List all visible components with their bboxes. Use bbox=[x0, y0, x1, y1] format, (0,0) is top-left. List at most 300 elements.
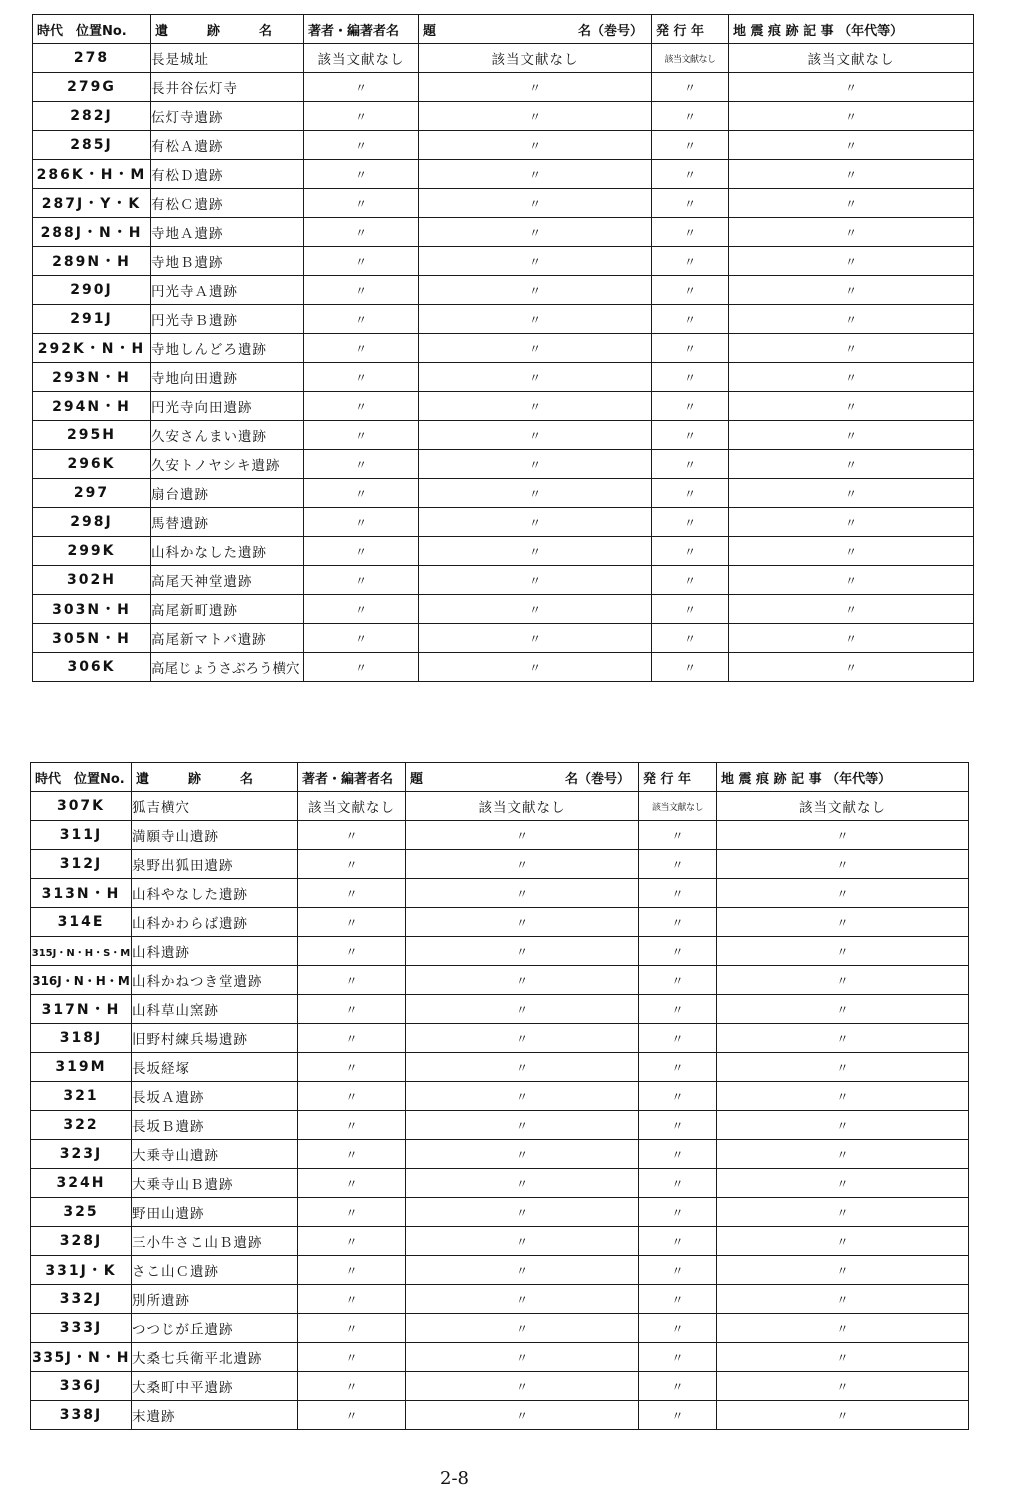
year-cell: 〃 bbox=[639, 966, 717, 995]
header-site-name: 遺 跡 名 bbox=[151, 15, 304, 44]
site-number-cell: 285J bbox=[33, 131, 151, 160]
site-number-cell: 314E bbox=[31, 908, 132, 937]
site-number-cell: 289N・H bbox=[33, 247, 151, 276]
header-author: 著者・編著者名 bbox=[304, 15, 419, 44]
earthquake-record-cell: 〃 bbox=[717, 850, 969, 879]
header-year: 発 行 年 bbox=[639, 763, 717, 792]
year-cell: 〃 bbox=[652, 131, 729, 160]
earthquake-record-cell: 〃 bbox=[717, 966, 969, 995]
earthquake-record-cell: 〃 bbox=[729, 566, 974, 595]
table-row bbox=[31, 1082, 969, 1111]
table-row bbox=[33, 537, 974, 566]
year-cell: 〃 bbox=[652, 595, 729, 624]
table-row bbox=[33, 450, 974, 479]
year-cell: 〃 bbox=[652, 624, 729, 653]
table-row bbox=[31, 1111, 969, 1140]
table-row bbox=[31, 1401, 969, 1430]
author-cell: 〃 bbox=[298, 1343, 406, 1372]
author-cell: 〃 bbox=[298, 1140, 406, 1169]
title-cell: 〃 bbox=[419, 392, 652, 421]
site-number-cell: 288J・N・H bbox=[33, 218, 151, 247]
title-cell: 〃 bbox=[406, 1053, 639, 1082]
table-row bbox=[33, 44, 974, 73]
earthquake-record-cell: 〃 bbox=[729, 131, 974, 160]
title-cell: 〃 bbox=[406, 966, 639, 995]
earthquake-record-cell: 〃 bbox=[729, 305, 974, 334]
earthquake-record-cell: 〃 bbox=[729, 334, 974, 363]
earthquake-record-cell: 〃 bbox=[729, 450, 974, 479]
earthquake-record-cell: 〃 bbox=[729, 189, 974, 218]
author-cell: 〃 bbox=[298, 1314, 406, 1343]
site-name-cell: 長坂Ｂ遺跡 bbox=[132, 1111, 298, 1140]
year-cell: 〃 bbox=[652, 73, 729, 102]
author-cell: 〃 bbox=[304, 102, 419, 131]
site-number-cell: 303N・H bbox=[33, 595, 151, 624]
site-name-cell: 大乗寺山遺跡 bbox=[132, 1140, 298, 1169]
earthquake-record-cell: 〃 bbox=[717, 1140, 969, 1169]
site-name-cell: 馬替遺跡 bbox=[151, 508, 304, 537]
earthquake-record-cell: 〃 bbox=[729, 479, 974, 508]
author-cell: 〃 bbox=[298, 908, 406, 937]
site-number-cell: 332J bbox=[31, 1285, 132, 1314]
site-name-cell: 円光寺Ｂ遺跡 bbox=[151, 305, 304, 334]
year-cell: 〃 bbox=[639, 937, 717, 966]
site-number-cell: 319M bbox=[31, 1053, 132, 1082]
site-name-cell: 有松Ｄ遺跡 bbox=[151, 160, 304, 189]
earthquake-record-cell: 〃 bbox=[729, 537, 974, 566]
title-cell: 〃 bbox=[419, 160, 652, 189]
author-cell: 〃 bbox=[304, 73, 419, 102]
page-number: 2-8 bbox=[440, 1468, 469, 1489]
site-number-cell: 290J bbox=[33, 276, 151, 305]
year-cell: 〃 bbox=[639, 908, 717, 937]
table-row bbox=[33, 421, 974, 450]
table-row bbox=[33, 102, 974, 131]
title-cell: 〃 bbox=[406, 995, 639, 1024]
title-cell: 〃 bbox=[419, 566, 652, 595]
site-number-cell: 315J・N・H・S・M bbox=[31, 937, 132, 966]
year-cell: 〃 bbox=[652, 276, 729, 305]
author-cell: 〃 bbox=[298, 1401, 406, 1430]
table-row bbox=[33, 653, 974, 682]
year-cell: 該当文献なし bbox=[652, 44, 729, 73]
author-cell: 〃 bbox=[304, 624, 419, 653]
author-cell: 〃 bbox=[304, 363, 419, 392]
title-cell: 〃 bbox=[419, 537, 652, 566]
site-number-cell: 297 bbox=[33, 479, 151, 508]
table-row bbox=[31, 908, 969, 937]
earthquake-record-cell: 〃 bbox=[717, 821, 969, 850]
author-cell: 〃 bbox=[304, 247, 419, 276]
table-row bbox=[33, 624, 974, 653]
header-era-position: 時代 位置No. bbox=[33, 15, 151, 44]
table-row bbox=[31, 821, 969, 850]
site-number-cell: 333J bbox=[31, 1314, 132, 1343]
site-name-cell: 有松Ａ遺跡 bbox=[151, 131, 304, 160]
site-name-cell: 大桑七兵衛平北遺跡 bbox=[132, 1343, 298, 1372]
title-cell: 〃 bbox=[419, 479, 652, 508]
site-number-cell: 317N・H bbox=[31, 995, 132, 1024]
site-number-cell: 312J bbox=[31, 850, 132, 879]
site-number-cell: 306K bbox=[33, 653, 151, 682]
site-number-cell: 316J・N・H・M bbox=[31, 966, 132, 995]
title-cell: 〃 bbox=[419, 218, 652, 247]
site-name-cell: 山科かわらば遺跡 bbox=[132, 908, 298, 937]
table-row bbox=[31, 937, 969, 966]
site-number-cell: 287J・Y・K bbox=[33, 189, 151, 218]
earthquake-record-cell: 〃 bbox=[717, 1285, 969, 1314]
table-row bbox=[31, 1140, 969, 1169]
year-cell: 〃 bbox=[652, 566, 729, 595]
year-cell: 〃 bbox=[639, 1053, 717, 1082]
title-cell: 〃 bbox=[406, 1198, 639, 1227]
table-header-row bbox=[31, 763, 969, 792]
table-row bbox=[33, 595, 974, 624]
site-number-cell: 324H bbox=[31, 1169, 132, 1198]
title-cell: 〃 bbox=[406, 1227, 639, 1256]
year-cell: 〃 bbox=[652, 218, 729, 247]
header-title bbox=[406, 763, 639, 792]
table-row bbox=[31, 1343, 969, 1372]
site-name-cell: 久安さんまい遺跡 bbox=[151, 421, 304, 450]
title-cell: 〃 bbox=[419, 73, 652, 102]
title-cell: 〃 bbox=[419, 189, 652, 218]
author-cell: 〃 bbox=[298, 1372, 406, 1401]
year-cell: 〃 bbox=[652, 305, 729, 334]
earthquake-record-cell: 〃 bbox=[717, 1372, 969, 1401]
author-cell: 〃 bbox=[304, 276, 419, 305]
year-cell: 〃 bbox=[639, 1169, 717, 1198]
title-cell: 〃 bbox=[419, 450, 652, 479]
title-cell: 〃 bbox=[419, 421, 652, 450]
earthquake-record-cell: 〃 bbox=[729, 247, 974, 276]
site-number-cell: 292K・N・H bbox=[33, 334, 151, 363]
author-cell: 〃 bbox=[298, 1024, 406, 1053]
title-cell: 〃 bbox=[406, 1111, 639, 1140]
site-name-cell: 高尾じょうさぶろう横穴 bbox=[151, 653, 304, 682]
table-row bbox=[33, 334, 974, 363]
table-row bbox=[31, 792, 969, 821]
table-row bbox=[31, 966, 969, 995]
earthquake-record-cell: 〃 bbox=[729, 160, 974, 189]
site-number-cell: 325 bbox=[31, 1198, 132, 1227]
author-cell: 〃 bbox=[304, 508, 419, 537]
year-cell: 〃 bbox=[652, 189, 729, 218]
title-cell: 〃 bbox=[406, 850, 639, 879]
earthquake-record-cell: 〃 bbox=[717, 1256, 969, 1285]
title-cell: 〃 bbox=[406, 879, 639, 908]
site-number-cell: 323J bbox=[31, 1140, 132, 1169]
table-row bbox=[31, 1169, 969, 1198]
year-cell: 〃 bbox=[652, 160, 729, 189]
table-row bbox=[33, 566, 974, 595]
earthquake-record-cell: 〃 bbox=[729, 624, 974, 653]
year-cell: 〃 bbox=[639, 821, 717, 850]
site-name-cell: 長坂Ａ遺跡 bbox=[132, 1082, 298, 1111]
title-cell: 〃 bbox=[419, 653, 652, 682]
title-cell: 〃 bbox=[419, 363, 652, 392]
site-number-cell: 291J bbox=[33, 305, 151, 334]
site-name-cell: 末遺跡 bbox=[132, 1401, 298, 1430]
site-name-cell: 三小牛さこ山Ｂ遺跡 bbox=[132, 1227, 298, 1256]
site-name-cell: 満願寺山遺跡 bbox=[132, 821, 298, 850]
site-name-cell: 山科遺跡 bbox=[132, 937, 298, 966]
year-cell: 〃 bbox=[652, 653, 729, 682]
year-cell: 〃 bbox=[639, 879, 717, 908]
author-cell: 〃 bbox=[304, 305, 419, 334]
site-name-cell: 扇台遺跡 bbox=[151, 479, 304, 508]
title-cell: 〃 bbox=[419, 305, 652, 334]
author-cell: 〃 bbox=[304, 218, 419, 247]
table-row bbox=[31, 850, 969, 879]
site-name-cell: 野田山遺跡 bbox=[132, 1198, 298, 1227]
table-row bbox=[33, 160, 974, 189]
site-name-cell: 高尾新町遺跡 bbox=[151, 595, 304, 624]
author-cell: 〃 bbox=[298, 879, 406, 908]
site-name-cell: 高尾新マトバ遺跡 bbox=[151, 624, 304, 653]
earthquake-record-cell: 〃 bbox=[717, 1024, 969, 1053]
site-number-cell: 318J bbox=[31, 1024, 132, 1053]
author-cell: 〃 bbox=[304, 595, 419, 624]
earthquake-record-cell: 〃 bbox=[717, 1169, 969, 1198]
site-name-cell: 有松Ｃ遺跡 bbox=[151, 189, 304, 218]
site-name-cell: 寺地向田遺跡 bbox=[151, 363, 304, 392]
year-cell: 〃 bbox=[639, 1024, 717, 1053]
site-number-cell: 278 bbox=[33, 44, 151, 73]
author-cell: 〃 bbox=[298, 995, 406, 1024]
site-number-cell: 322 bbox=[31, 1111, 132, 1140]
header-title-left: 題 bbox=[423, 23, 437, 39]
title-cell: 〃 bbox=[419, 102, 652, 131]
table-row bbox=[33, 247, 974, 276]
year-cell: 〃 bbox=[639, 1256, 717, 1285]
site-name-cell: 山科かねつき堂遺跡 bbox=[132, 966, 298, 995]
earthquake-record-cell: 〃 bbox=[717, 1401, 969, 1430]
year-cell: 〃 bbox=[639, 995, 717, 1024]
earthquake-record-cell: 〃 bbox=[729, 363, 974, 392]
title-cell: 該当文献なし bbox=[406, 792, 639, 821]
site-number-cell: 335J・N・H bbox=[31, 1343, 132, 1372]
table-row bbox=[31, 1372, 969, 1401]
site-name-cell: 寺地Ｂ遺跡 bbox=[151, 247, 304, 276]
earthquake-record-cell: 〃 bbox=[717, 1198, 969, 1227]
earthquake-record-cell: 該当文献なし bbox=[717, 792, 969, 821]
author-cell: 〃 bbox=[298, 1082, 406, 1111]
author-cell: 〃 bbox=[298, 850, 406, 879]
title-cell: 〃 bbox=[419, 276, 652, 305]
site-name-cell: 寺地Ａ遺跡 bbox=[151, 218, 304, 247]
table-row bbox=[33, 392, 974, 421]
earthquake-record-cell: 〃 bbox=[717, 995, 969, 1024]
site-name-cell: つつじが丘遺跡 bbox=[132, 1314, 298, 1343]
header-title-left: 題 bbox=[410, 771, 424, 787]
title-cell: 〃 bbox=[419, 131, 652, 160]
earthquake-record-cell: 〃 bbox=[717, 1111, 969, 1140]
table-row bbox=[31, 1053, 969, 1082]
year-cell: 〃 bbox=[639, 1343, 717, 1372]
author-cell: 該当文献なし bbox=[304, 44, 419, 73]
title-cell: 〃 bbox=[406, 1024, 639, 1053]
table-row bbox=[31, 879, 969, 908]
author-cell: 〃 bbox=[298, 1111, 406, 1140]
header-era-position: 時代 位置No. bbox=[31, 763, 132, 792]
author-cell: 該当文献なし bbox=[298, 792, 406, 821]
title-cell: 〃 bbox=[406, 1343, 639, 1372]
site-name-cell: 長是城址 bbox=[151, 44, 304, 73]
earthquake-record-cell: 〃 bbox=[717, 908, 969, 937]
site-name-cell: 久安トノヤシキ遺跡 bbox=[151, 450, 304, 479]
site-name-cell: 別所遺跡 bbox=[132, 1285, 298, 1314]
table-row bbox=[31, 1024, 969, 1053]
table-row bbox=[33, 276, 974, 305]
table-row bbox=[31, 1198, 969, 1227]
earthquake-record-cell: 〃 bbox=[717, 937, 969, 966]
site-name-cell: 山科かなした遺跡 bbox=[151, 537, 304, 566]
site-number-cell: 338J bbox=[31, 1401, 132, 1430]
header-title-right: 名（巻号） bbox=[577, 23, 643, 39]
author-cell: 〃 bbox=[304, 450, 419, 479]
header-title bbox=[419, 15, 652, 44]
author-cell: 〃 bbox=[304, 334, 419, 363]
author-cell: 〃 bbox=[298, 1285, 406, 1314]
site-number-cell: 296K bbox=[33, 450, 151, 479]
year-cell: 〃 bbox=[639, 1401, 717, 1430]
author-cell: 〃 bbox=[304, 537, 419, 566]
table-row bbox=[31, 995, 969, 1024]
site-table-2 bbox=[30, 762, 969, 1430]
year-cell: 〃 bbox=[652, 450, 729, 479]
title-cell: 〃 bbox=[406, 1285, 639, 1314]
year-cell: 〃 bbox=[639, 1227, 717, 1256]
author-cell: 〃 bbox=[298, 1256, 406, 1285]
title-cell: 〃 bbox=[406, 1256, 639, 1285]
table-row bbox=[31, 1256, 969, 1285]
site-name-cell: 伝灯寺遺跡 bbox=[151, 102, 304, 131]
earthquake-record-cell: 〃 bbox=[729, 392, 974, 421]
author-cell: 〃 bbox=[298, 821, 406, 850]
site-name-cell: 狐吉横穴 bbox=[132, 792, 298, 821]
site-name-cell: 旧野村練兵場遺跡 bbox=[132, 1024, 298, 1053]
earthquake-record-cell: 〃 bbox=[729, 595, 974, 624]
author-cell: 〃 bbox=[304, 160, 419, 189]
table-row bbox=[31, 1314, 969, 1343]
site-table-1 bbox=[32, 14, 974, 682]
site-number-cell: 331J・K bbox=[31, 1256, 132, 1285]
year-cell: 〃 bbox=[652, 392, 729, 421]
header-author: 著者・編著者名 bbox=[298, 763, 406, 792]
earthquake-record-cell: 〃 bbox=[729, 73, 974, 102]
title-cell: 〃 bbox=[406, 908, 639, 937]
site-name-cell: 円光寺向田遺跡 bbox=[151, 392, 304, 421]
earthquake-record-cell: 〃 bbox=[729, 276, 974, 305]
title-cell: 〃 bbox=[406, 821, 639, 850]
site-name-cell: 泉野出狐田遺跡 bbox=[132, 850, 298, 879]
site-number-cell: 302H bbox=[33, 566, 151, 595]
site-name-cell: 寺地しんどろ遺跡 bbox=[151, 334, 304, 363]
year-cell: 〃 bbox=[652, 537, 729, 566]
year-cell: 〃 bbox=[652, 334, 729, 363]
author-cell: 〃 bbox=[298, 1169, 406, 1198]
year-cell: 〃 bbox=[652, 421, 729, 450]
header-earthquake-record: 地 震 痕 跡 記 事 （年代等） bbox=[717, 763, 969, 792]
year-cell: 〃 bbox=[639, 1314, 717, 1343]
year-cell: 〃 bbox=[639, 1285, 717, 1314]
author-cell: 〃 bbox=[298, 966, 406, 995]
author-cell: 〃 bbox=[298, 1227, 406, 1256]
year-cell: 〃 bbox=[652, 508, 729, 537]
title-cell: 〃 bbox=[406, 1140, 639, 1169]
year-cell: 〃 bbox=[639, 1372, 717, 1401]
title-cell: 〃 bbox=[406, 937, 639, 966]
site-number-cell: 298J bbox=[33, 508, 151, 537]
title-cell: 〃 bbox=[406, 1372, 639, 1401]
site-number-cell: 279G bbox=[33, 73, 151, 102]
year-cell: 〃 bbox=[652, 247, 729, 276]
title-cell: 〃 bbox=[406, 1169, 639, 1198]
title-cell: 〃 bbox=[419, 247, 652, 276]
title-cell: 〃 bbox=[406, 1314, 639, 1343]
site-number-cell: 321 bbox=[31, 1082, 132, 1111]
title-cell: 〃 bbox=[406, 1401, 639, 1430]
title-cell: 〃 bbox=[419, 595, 652, 624]
table-row bbox=[33, 73, 974, 102]
table-row bbox=[31, 1227, 969, 1256]
table-header-row bbox=[33, 15, 974, 44]
earthquake-record-cell: 〃 bbox=[729, 508, 974, 537]
earthquake-record-cell: 〃 bbox=[717, 1343, 969, 1372]
author-cell: 〃 bbox=[304, 421, 419, 450]
site-name-cell: 大桑町中平遺跡 bbox=[132, 1372, 298, 1401]
year-cell: 〃 bbox=[652, 363, 729, 392]
site-name-cell: 円光寺Ａ遺跡 bbox=[151, 276, 304, 305]
title-cell: 該当文献なし bbox=[419, 44, 652, 73]
site-number-cell: 286K・H・M bbox=[33, 160, 151, 189]
earthquake-record-cell: 〃 bbox=[717, 1082, 969, 1111]
header-site-name: 遺 跡 名 bbox=[132, 763, 298, 792]
site-number-cell: 299K bbox=[33, 537, 151, 566]
table-row bbox=[33, 218, 974, 247]
site-number-cell: 293N・H bbox=[33, 363, 151, 392]
earthquake-record-cell: 〃 bbox=[717, 1053, 969, 1082]
header-year: 発 行 年 bbox=[652, 15, 729, 44]
header-earthquake-record: 地 震 痕 跡 記 事 （年代等） bbox=[729, 15, 974, 44]
site-name-cell: さこ山Ｃ遺跡 bbox=[132, 1256, 298, 1285]
year-cell: 〃 bbox=[652, 479, 729, 508]
site-number-cell: 295H bbox=[33, 421, 151, 450]
site-number-cell: 305N・H bbox=[33, 624, 151, 653]
earthquake-record-cell: 〃 bbox=[717, 1227, 969, 1256]
year-cell: 〃 bbox=[639, 1198, 717, 1227]
table-row bbox=[33, 131, 974, 160]
author-cell: 〃 bbox=[298, 937, 406, 966]
site-name-cell: 長井谷伝灯寺 bbox=[151, 73, 304, 102]
site-number-cell: 307K bbox=[31, 792, 132, 821]
site-number-cell: 311J bbox=[31, 821, 132, 850]
author-cell: 〃 bbox=[304, 653, 419, 682]
earthquake-record-cell: 〃 bbox=[729, 102, 974, 131]
author-cell: 〃 bbox=[304, 392, 419, 421]
table-row bbox=[31, 1285, 969, 1314]
author-cell: 〃 bbox=[304, 479, 419, 508]
header-title-right: 名（巻号） bbox=[564, 771, 630, 787]
site-number-cell: 282J bbox=[33, 102, 151, 131]
title-cell: 〃 bbox=[419, 624, 652, 653]
author-cell: 〃 bbox=[304, 189, 419, 218]
table-row bbox=[33, 189, 974, 218]
author-cell: 〃 bbox=[304, 131, 419, 160]
year-cell: 〃 bbox=[639, 850, 717, 879]
year-cell: 〃 bbox=[652, 102, 729, 131]
